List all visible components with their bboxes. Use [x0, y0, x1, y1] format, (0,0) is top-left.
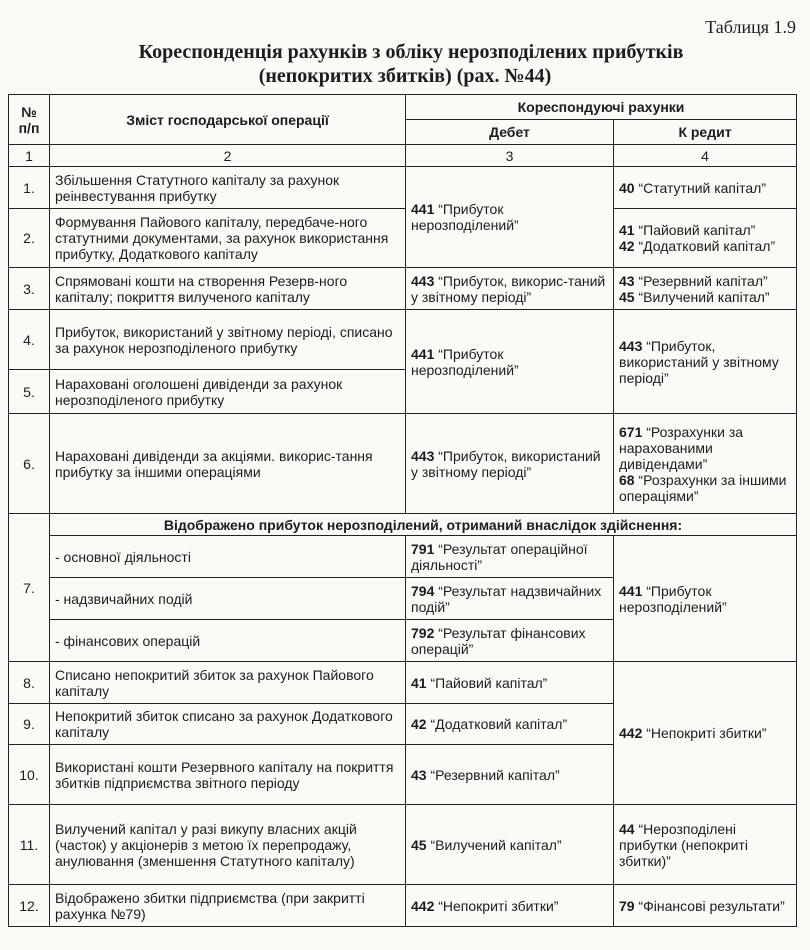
account-name: “Резервний капітал” — [430, 766, 560, 783]
operation-text: Нараховані оголошені дивіденди за рахунок нерозподіленого прибутку — [50, 370, 406, 414]
row-number: 2. — [9, 209, 50, 268]
row-number: 9. — [9, 704, 50, 745]
table-row — [9, 536, 797, 578]
account-code: 42 — [411, 716, 427, 732]
account-name: “Вилучений капітал” — [430, 836, 562, 853]
header-debit: Дебет — [406, 120, 614, 145]
account-name: “Прибуток нерозподілений” — [619, 582, 727, 615]
debit-cell — [406, 268, 614, 310]
debit-cell — [406, 578, 614, 620]
account-name: “Результат фінансових операцій” — [411, 624, 586, 657]
account-name: “Прибуток нерозподілений” — [411, 201, 519, 233]
account-code: 441 — [411, 201, 435, 217]
account-name: “Пайовий капітал” — [430, 674, 548, 691]
account-name: “Прибуток нерозподілений” — [411, 345, 519, 378]
account-name: “Фінансові результати” — [638, 897, 785, 914]
account-name: “Результат надзвичайних подій” — [411, 582, 602, 615]
row-number: 7. — [9, 514, 50, 662]
account-name: “Прибуток, викорис-таний у звітному періоді” — [411, 272, 606, 305]
header-content: Зміст господарської операції — [50, 95, 406, 145]
debit-cell — [406, 745, 614, 805]
credit-cell — [614, 209, 797, 268]
row-number: 12. — [9, 885, 50, 927]
table-row — [9, 805, 797, 885]
account-name: “Розрахунки за іншими операціями” — [619, 471, 787, 504]
account-code: 441 — [411, 345, 435, 362]
credit-cell — [614, 167, 797, 209]
operation-text: Списано непокритий збиток за рахунок Пайового капіталу — [50, 662, 406, 704]
account-code: 442 — [619, 725, 643, 741]
account-code: 40 — [619, 179, 635, 196]
debit-cell — [406, 167, 614, 268]
table-row — [9, 885, 797, 927]
account-code: 79 — [619, 897, 635, 914]
credit-cell — [614, 268, 797, 310]
row-number: 3. — [9, 268, 50, 310]
row-number: 6. — [9, 414, 50, 514]
table-number: Таблиця 1.9 — [705, 17, 796, 37]
row-number: 10. — [9, 745, 50, 805]
account-name: “Вилучений капітал” — [638, 288, 770, 305]
account-code: 671 — [619, 423, 643, 440]
account-name: “Додатковий капітал” — [430, 716, 568, 732]
account-name: “Прибуток, використаний у звітному періоді” — [619, 337, 779, 386]
account-code: 43 — [619, 272, 635, 289]
credit-cell — [614, 885, 797, 927]
account-code: 43 — [411, 766, 427, 783]
operation-text: Нараховані дивіденди за акціями. викорис-тання прибутку за іншими операціями — [50, 414, 406, 514]
credit-cell — [614, 414, 797, 514]
account-code: 792 — [411, 624, 435, 641]
account-code: 442 — [411, 897, 435, 914]
operation-text: Вилучений капітал у разі викупу власних акцій (часток) у акціонерів з метою їх перепродажу, анулювання (зменшення Статутного капіталу) — [50, 805, 406, 885]
debit-cell — [406, 414, 614, 514]
account-code: 441 — [619, 582, 643, 599]
header-row — [9, 95, 797, 120]
account-name: “Розрахунки за нарахованими дивідендами” — [619, 423, 744, 472]
header-credit: К редит — [614, 120, 797, 145]
table-row — [9, 268, 797, 310]
account-code: 42 — [619, 238, 635, 254]
account-code: 41 — [411, 674, 427, 691]
account-name: “Непокриті збитки” — [646, 725, 767, 741]
operation-text: Збільшення Статутного капіталу за рахунок реінвестування прибутку — [50, 167, 406, 209]
index-cell: 3 — [406, 145, 614, 167]
account-name: “Непокриті збитки” — [438, 897, 559, 914]
debit-cell — [406, 662, 614, 704]
row-number: 11. — [9, 805, 50, 885]
account-name: “Додатковий капітал” — [638, 238, 776, 254]
index-cell: 1 — [9, 145, 50, 167]
account-code: 41 — [619, 222, 635, 238]
row-number: 8. — [9, 662, 50, 704]
table-row — [9, 209, 797, 268]
operation-text: - основної діяльності — [50, 536, 406, 578]
debit-cell — [406, 310, 614, 414]
row-number: 1. — [9, 167, 50, 209]
account-code: 45 — [411, 836, 427, 853]
table-row — [9, 414, 797, 514]
account-name: “Резервний капітал” — [638, 272, 768, 289]
operation-text: - надзвичайних подій — [50, 578, 406, 620]
account-name: “Пайовий капітал” — [638, 222, 756, 238]
debit-cell — [406, 885, 614, 927]
index-cell: 4 — [614, 145, 797, 167]
account-name: “Прибуток, використаний у звітному періоді” — [411, 447, 601, 480]
debit-cell — [406, 536, 614, 578]
section-heading: Відображено прибуток нерозподілений, отриманий внаслідок здійснення: — [50, 514, 797, 536]
credit-cell — [614, 662, 797, 805]
credit-cell — [614, 310, 797, 414]
account-code: 45 — [619, 288, 635, 305]
account-code: 443 — [411, 447, 435, 464]
operation-text: - фінансових операцій — [50, 620, 406, 662]
row-number: 4. — [9, 310, 50, 370]
debit-cell — [406, 620, 614, 662]
header-num: № п/п — [9, 95, 50, 145]
index-row — [9, 145, 797, 167]
account-code: 791 — [411, 540, 435, 557]
table-row — [9, 310, 797, 370]
operation-text: Використані кошти Резервного капіталу на покриття збитків підприємства звітного періоду — [50, 745, 406, 805]
operation-text: Спрямовані кошти на створення Резерв-ного капіталу; покриття вилученого капіталу — [50, 268, 406, 310]
debit-cell — [406, 704, 614, 745]
table-row — [9, 167, 797, 209]
account-code: 44 — [619, 820, 635, 837]
header-corresponding: Кореспондуючі рахунки — [406, 95, 797, 120]
account-code: 794 — [411, 582, 435, 599]
account-name: “Нерозподілені прибутки (непокриті збитки)” — [619, 820, 748, 869]
operation-text: Формування Пайового капіталу, передбаче-ного статутними документами, за рахунок використання прибутку, Додаткового капіталу — [50, 209, 406, 268]
credit-cell — [614, 805, 797, 885]
row-number: 5. — [9, 370, 50, 414]
accounts-correspondence-table — [8, 94, 797, 927]
account-name: “Результат операційної діяльності” — [411, 540, 588, 573]
account-name: “Статутний капітал” — [638, 179, 766, 196]
account-code: 443 — [411, 272, 435, 289]
credit-cell — [614, 536, 797, 662]
table-title-line-1: Кореспонденція рахунків з обліку нерозподілених прибутків — [138, 41, 684, 63]
table-title-line-2: (непокритих збитків) (рах. №44) — [258, 65, 552, 87]
index-cell: 2 — [50, 145, 406, 167]
operation-text: Відображено збитки підприємства (при закритті рахунка №79) — [50, 885, 406, 927]
operation-text: Непокритий збиток списано за рахунок Додаткового капіталу — [50, 704, 406, 745]
account-code: 443 — [619, 337, 643, 354]
table-row — [9, 662, 797, 704]
table-row — [9, 514, 797, 536]
operation-text: Прибуток, використаний у звітному періоді, списано за рахунок нерозподіленого прибутку — [50, 310, 406, 370]
debit-cell — [406, 805, 614, 885]
account-code: 68 — [619, 471, 635, 488]
